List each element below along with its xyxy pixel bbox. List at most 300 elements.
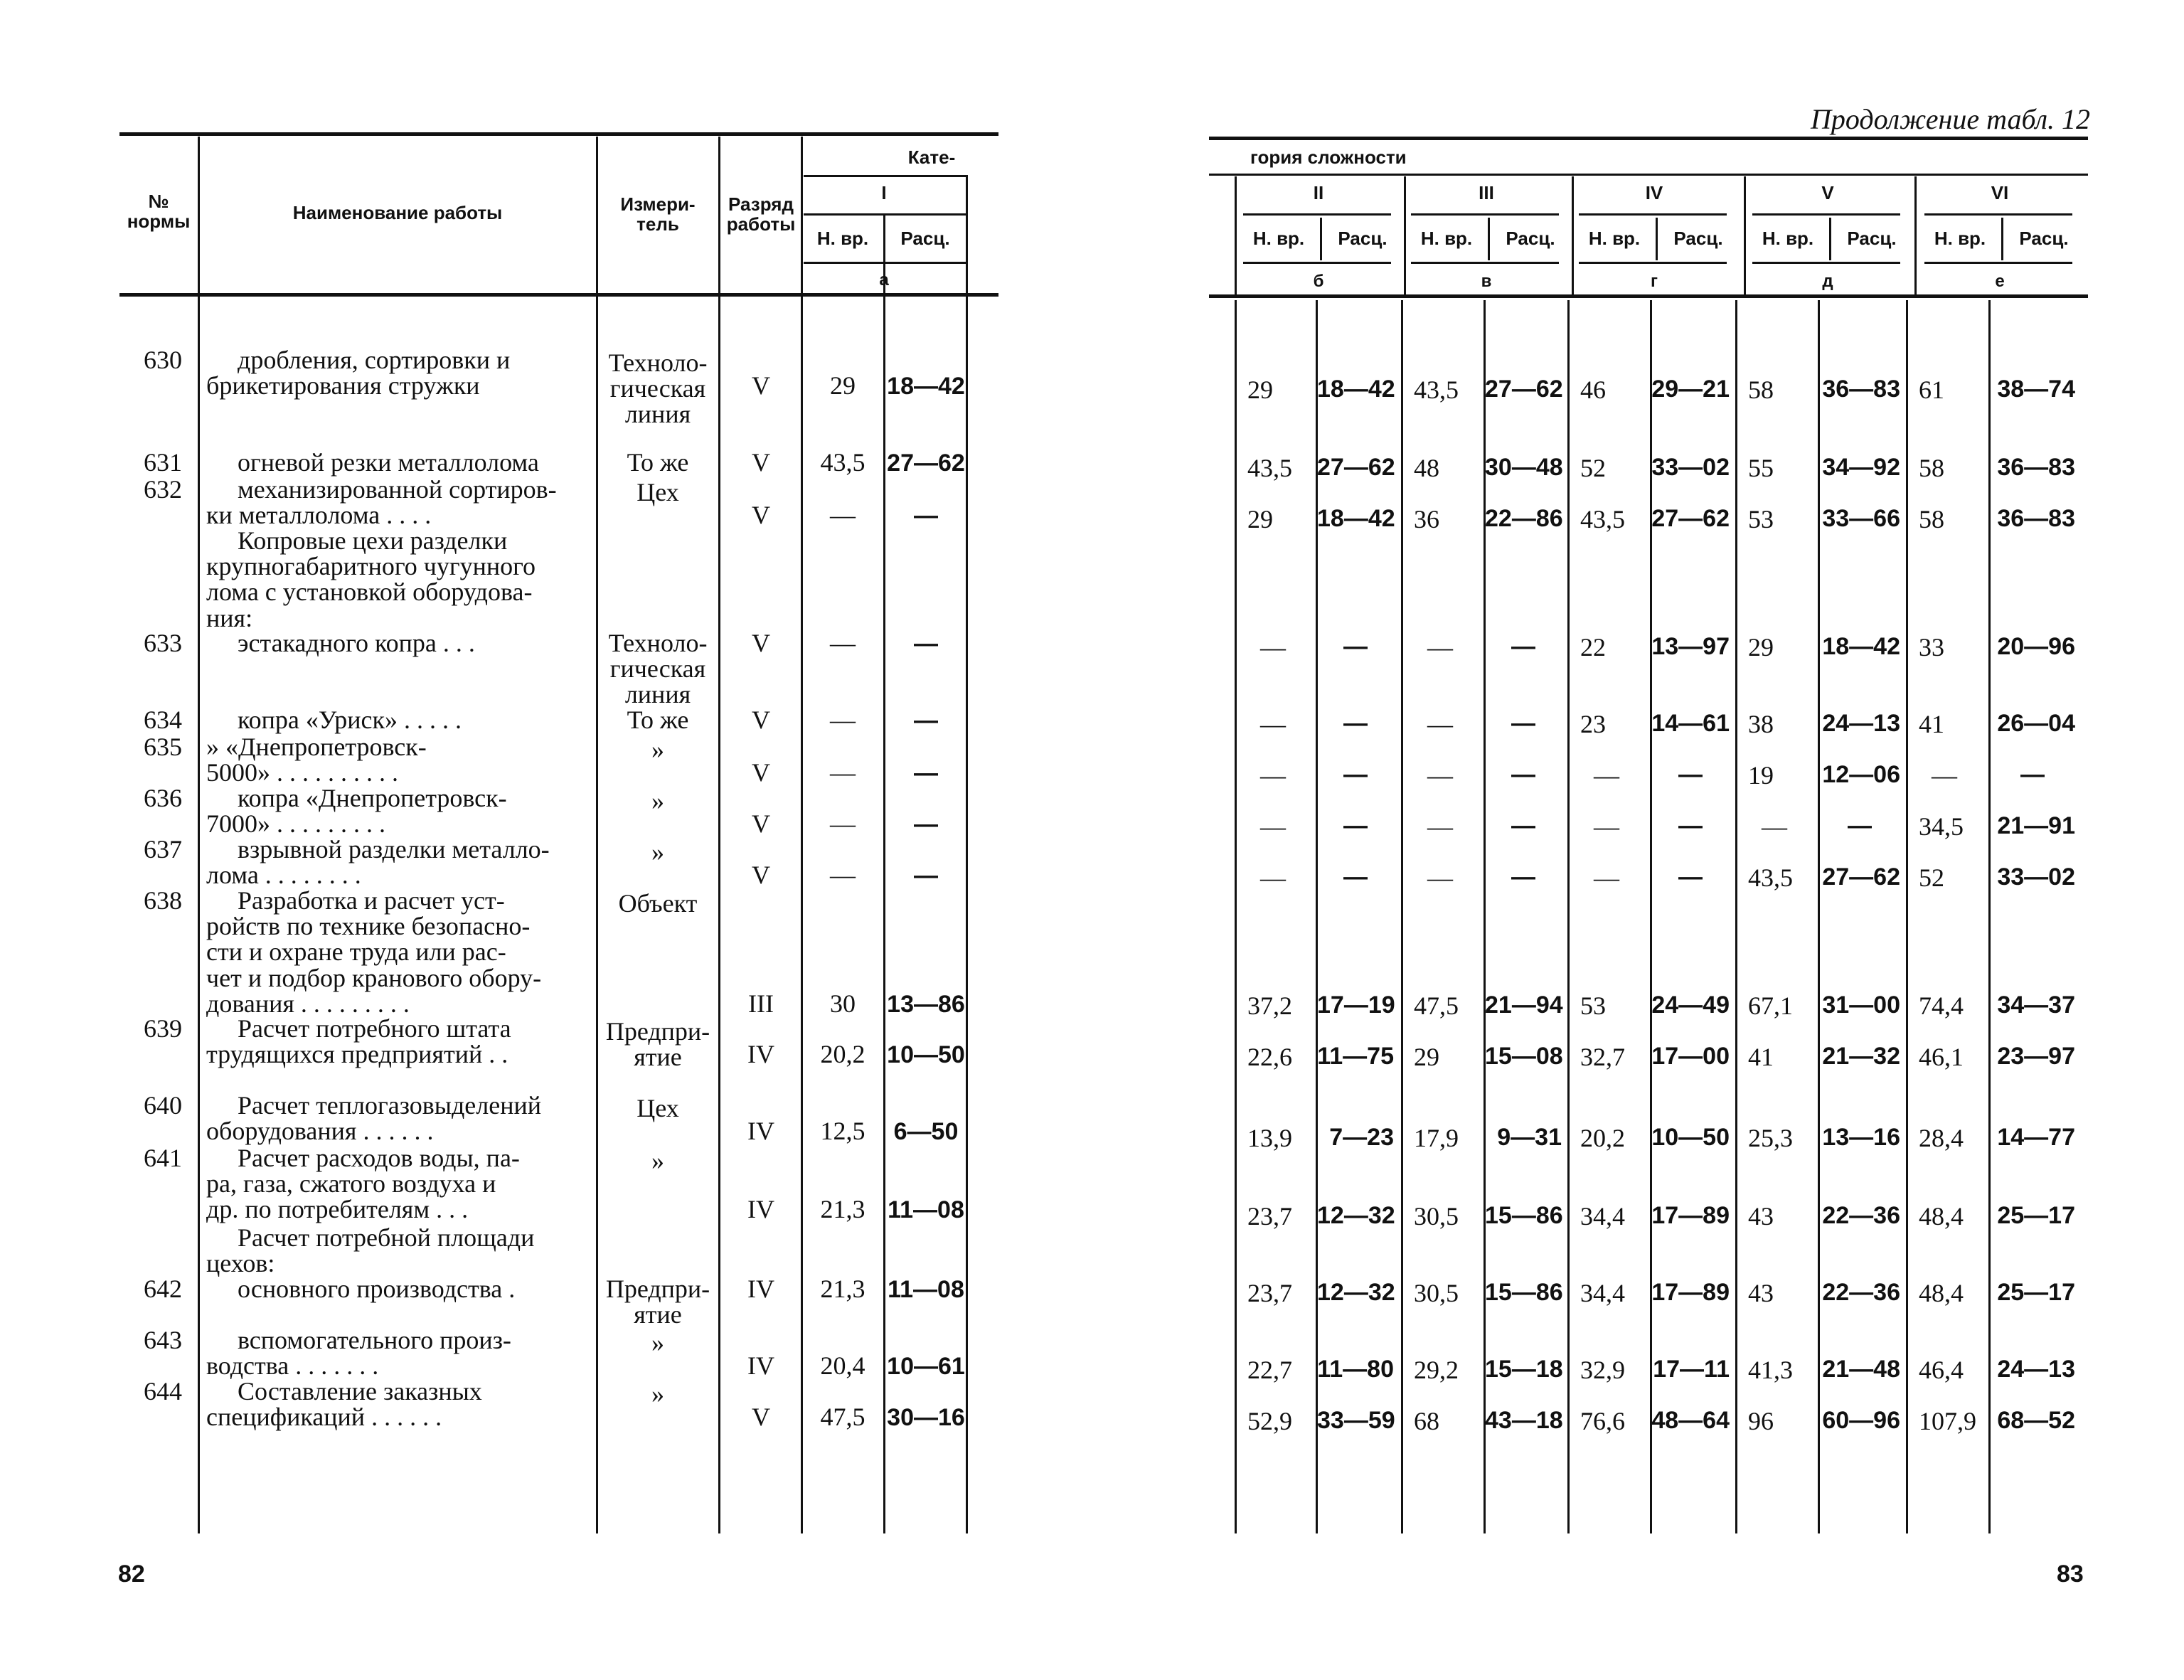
- rasc-value: 10—50: [887, 1041, 965, 1069]
- page-number-left: 82: [118, 1561, 145, 1588]
- rasc-value: 24—13: [1822, 710, 1900, 737]
- nvr-value: 52: [1919, 863, 1944, 892]
- nvr-value: 37,2: [1247, 991, 1292, 1020]
- nvr-value: —: [1260, 812, 1286, 841]
- column-divider: [1572, 176, 1574, 294]
- column-divider: [1404, 176, 1406, 294]
- rasc-value: 30—48: [1485, 454, 1563, 481]
- header-nvr: Н. вр.: [1420, 228, 1473, 249]
- rasc-value: —: [914, 502, 938, 530]
- header-nvr: Н. вр.: [816, 228, 869, 249]
- category-roman: III: [1479, 182, 1494, 203]
- subcolumn-divider: [2001, 218, 2003, 260]
- category-roman: VI: [1991, 182, 2009, 203]
- grade-value: V: [752, 706, 770, 734]
- work-name-line: ройств по технике безопасно-: [206, 912, 531, 941]
- nvr-value: 19: [1748, 761, 1774, 790]
- rasc-value: 17—19: [1317, 991, 1395, 1019]
- rasc-value: 38—74: [1997, 376, 2075, 403]
- nvr-value: 68: [1414, 1407, 1439, 1435]
- unit-line: Предпри-: [605, 1275, 710, 1303]
- nvr-value: 34,4: [1580, 1202, 1625, 1230]
- unit-line: То же: [627, 706, 689, 734]
- category-letter: в: [1481, 272, 1492, 291]
- work-name-line: копра «Днепропетровск-: [238, 784, 507, 812]
- unit-line: Цех: [636, 1094, 679, 1122]
- rasc-value: 21—91: [1997, 812, 2075, 839]
- nvr-value: —: [1594, 761, 1619, 790]
- rasc-value: 7—23: [1329, 1124, 1394, 1151]
- nvr-value: —: [1427, 761, 1453, 790]
- work-name-line: цехов:: [206, 1249, 275, 1278]
- nvr-value: 74,4: [1919, 991, 1964, 1020]
- rasc-value: 21—32: [1822, 1043, 1900, 1070]
- rasc-value: 13—86: [887, 990, 965, 1018]
- column-divider: [1988, 300, 1991, 1533]
- rasc-value: —: [1343, 761, 1368, 788]
- header-rasc: Расц.: [2019, 228, 2069, 249]
- work-name-line: лома с установкой оборудова-: [206, 578, 533, 607]
- subcolumn-divider: [1488, 218, 1490, 260]
- rasc-value: —: [1678, 863, 1703, 890]
- work-name-line: 5000» . . . . . . . . . .: [206, 758, 398, 787]
- rasc-value: 27—62: [1485, 376, 1563, 403]
- nvr-value: —: [830, 861, 856, 890]
- nvr-value: 46,4: [1919, 1356, 1964, 1384]
- norm-number: 639: [144, 1014, 182, 1043]
- work-name-line: сти и охране труда или рас-: [206, 937, 506, 967]
- rasc-value: 18—42: [1317, 376, 1395, 403]
- rasc-value: 11—75: [1317, 1043, 1394, 1070]
- nvr-value: 58: [1919, 454, 1944, 482]
- header-rasc: Расц.: [1506, 228, 1555, 249]
- nvr-value: 22: [1580, 633, 1606, 661]
- nvr-value: 61: [1919, 376, 1944, 404]
- work-name-line: др. по потребителям . . .: [206, 1195, 469, 1224]
- column-divider: [1744, 176, 1746, 294]
- rasc-value: 21—94: [1485, 991, 1563, 1019]
- header-nvr: Н. вр.: [1252, 228, 1305, 249]
- rasc-value: —: [1848, 812, 1872, 839]
- norm-number: 633: [144, 629, 182, 657]
- norm-number: 631: [144, 448, 182, 477]
- nvr-value: 41,3: [1748, 1356, 1793, 1384]
- nvr-value: 21,3: [820, 1195, 865, 1224]
- grade-value: V: [752, 501, 770, 530]
- column-divider: [1735, 300, 1737, 1533]
- column-divider: [1235, 300, 1237, 1533]
- work-name-line: Расчет потребной площади: [238, 1223, 535, 1252]
- rasc-value: —: [1678, 812, 1703, 839]
- rasc-value: 14—77: [1997, 1124, 2075, 1151]
- category-rule: [1924, 262, 2072, 264]
- nvr-value: 12,5: [820, 1117, 865, 1146]
- nvr-value: 23,7: [1247, 1279, 1292, 1307]
- rasc-value: 34—37: [1997, 991, 2075, 1019]
- work-name-line: » «Днепропетровск-: [206, 733, 427, 761]
- rasc-value: 36—83: [1822, 376, 1900, 403]
- rasc-value: 18—42: [1822, 633, 1900, 660]
- header-rasc: Расц.: [1673, 228, 1723, 249]
- nvr-value: 32,7: [1580, 1043, 1625, 1071]
- nvr-value: 34,5: [1919, 812, 1964, 841]
- subcolumn-divider: [1829, 218, 1831, 260]
- table-top-rule: [1209, 137, 2088, 140]
- rasc-value: 13—97: [1651, 633, 1730, 660]
- nvr-value: 38: [1748, 710, 1774, 738]
- nvr-value: —: [830, 706, 856, 734]
- rasc-value: 6—50: [893, 1118, 959, 1146]
- unit-line: Объект: [618, 889, 698, 918]
- header-nvr: Н. вр.: [1934, 228, 1986, 249]
- rasc-value: 11—08: [888, 1196, 964, 1224]
- rasc-value: —: [1511, 812, 1535, 839]
- work-name-line: огневой резки металлолома: [238, 448, 539, 477]
- category-letter: е: [1995, 272, 2005, 291]
- work-name-line: ра, газа, сжатого воздуха и: [206, 1169, 496, 1198]
- nvr-value: 36: [1414, 505, 1439, 533]
- nvr-value: —: [1260, 761, 1286, 790]
- norm-number: 637: [144, 835, 182, 863]
- work-name-line: брикетирования стружки: [206, 371, 480, 400]
- rasc-value: 17—11: [1653, 1356, 1730, 1383]
- work-name-line: эстакадного копра . . .: [238, 629, 475, 657]
- category-rule: [1579, 262, 1727, 264]
- norm-number: 630: [144, 346, 182, 374]
- rasc-value: 25—17: [1997, 1279, 2075, 1306]
- nvr-value: —: [1260, 633, 1286, 661]
- nvr-value: 76,6: [1580, 1407, 1625, 1435]
- nvr-value: 41: [1748, 1043, 1774, 1071]
- work-name-line: ки металлолома . . . .: [206, 501, 432, 530]
- rasc-value: 36—83: [1997, 505, 2075, 532]
- header-bottom-rule: [119, 293, 998, 297]
- rasc-value: —: [914, 760, 938, 787]
- category-roman: V: [1821, 182, 1834, 203]
- rasc-value: 27—62: [1651, 505, 1730, 532]
- rasc-value: 33—66: [1822, 505, 1900, 532]
- grade-value: IV: [747, 1351, 774, 1381]
- work-name-line: вспомогательного произ-: [238, 1326, 511, 1354]
- rasc-value: 26—04: [1997, 710, 2075, 737]
- work-name-line: трудящихся предприятий . .: [206, 1040, 508, 1069]
- rasc-value: 36—83: [1997, 454, 2075, 481]
- norm-number: 636: [144, 784, 182, 812]
- nvr-value: 96: [1748, 1407, 1774, 1435]
- header-name: Наименование работы: [292, 202, 503, 223]
- rasc-value: 30—16: [887, 1404, 965, 1432]
- rasc-value: —: [1678, 761, 1703, 788]
- category-rule: [1752, 262, 1900, 264]
- rasc-value: 22—36: [1822, 1202, 1900, 1229]
- norm-number: 632: [144, 475, 182, 504]
- header-rasc: Расц.: [1338, 228, 1387, 249]
- grade-value: IV: [747, 1117, 774, 1146]
- nvr-value: —: [1427, 710, 1453, 738]
- rasc-value: —: [914, 630, 938, 657]
- nvr-value: 20,2: [820, 1040, 865, 1069]
- subcolumn-divider: [1656, 218, 1658, 260]
- nvr-value: 48,4: [1919, 1202, 1964, 1230]
- category-rule: [1243, 262, 1391, 264]
- grade-value: V: [752, 809, 770, 839]
- nvr-value: 53: [1748, 505, 1774, 533]
- work-name-line: чет и подбор кранового обору-: [206, 963, 542, 992]
- rasc-value: 34—92: [1822, 454, 1900, 481]
- nvr-value: —: [1594, 812, 1619, 841]
- work-name-line: дробления, сортировки и: [238, 346, 511, 374]
- norm-number: 635: [144, 733, 182, 761]
- nvr-value: —: [1594, 863, 1619, 892]
- category-rule: [1209, 174, 2088, 176]
- nvr-value: 43,5: [820, 448, 865, 477]
- rasc-value: 33—02: [1997, 863, 2075, 890]
- category-rule: [1411, 262, 1559, 264]
- nvr-value: 53: [1580, 991, 1606, 1020]
- column-divider: [1235, 176, 1237, 294]
- rasc-value: 15—86: [1485, 1202, 1563, 1229]
- rasc-value: 12—32: [1317, 1279, 1395, 1306]
- nvr-value: 30,5: [1414, 1202, 1459, 1230]
- nvr-value: —: [1762, 812, 1787, 841]
- nvr-value: 29: [830, 371, 856, 400]
- unit-line: гическая: [609, 654, 706, 684]
- category-roman: II: [1313, 182, 1324, 203]
- nvr-value: 20,2: [1580, 1124, 1625, 1152]
- column-divider: [1650, 300, 1652, 1533]
- nvr-value: 30: [830, 989, 856, 1018]
- header-nvr: Н. вр.: [1588, 228, 1641, 249]
- unit-line: »: [651, 1329, 664, 1357]
- rasc-value: —: [1343, 812, 1368, 839]
- rasc-value: 24—49: [1651, 991, 1730, 1019]
- rasc-value: 17—89: [1651, 1279, 1730, 1306]
- grade-value: V: [752, 861, 770, 890]
- nvr-value: —: [1427, 812, 1453, 841]
- unit-line: »: [651, 1380, 664, 1408]
- unit-line: гическая: [609, 374, 706, 403]
- rasc-value: 25—17: [1997, 1202, 2075, 1229]
- grade-value: III: [748, 989, 774, 1018]
- column-divider: [1914, 176, 1917, 294]
- category-rule: [1579, 213, 1727, 216]
- category-rule: [804, 213, 967, 216]
- rasc-value: 11—80: [1317, 1356, 1394, 1383]
- nvr-value: 29: [1748, 633, 1774, 661]
- grade-value: V: [752, 448, 770, 477]
- nvr-value: 28,4: [1919, 1124, 1964, 1152]
- category-rule: [804, 262, 967, 264]
- norm-number: 641: [144, 1144, 182, 1172]
- rasc-value: 12—32: [1317, 1202, 1395, 1229]
- rasc-value: 22—86: [1485, 505, 1563, 532]
- rasc-value: 15—86: [1485, 1279, 1563, 1306]
- table-caption: Продолжение табл. 12: [1811, 103, 2091, 135]
- nvr-value: 43,5: [1247, 454, 1292, 482]
- rasc-value: —: [914, 862, 938, 890]
- nvr-value: 13,9: [1247, 1124, 1292, 1152]
- category-letter: б: [1313, 272, 1324, 291]
- nvr-value: 29,2: [1414, 1356, 1459, 1384]
- norm-number: 643: [144, 1326, 182, 1354]
- rasc-value: —: [2020, 761, 2045, 788]
- rasc-value: 31—00: [1822, 991, 1900, 1019]
- header-unit-2: тель: [636, 213, 679, 235]
- rasc-value: 15—18: [1485, 1356, 1563, 1383]
- work-name-line: ния:: [206, 603, 253, 632]
- rasc-value: —: [1343, 710, 1368, 737]
- rasc-value: —: [1343, 863, 1368, 890]
- nvr-value: 29: [1414, 1043, 1439, 1071]
- rasc-value: 23—97: [1997, 1043, 2075, 1070]
- grade-value: V: [752, 629, 770, 657]
- rasc-value: —: [1343, 633, 1368, 660]
- unit-line: »: [651, 787, 664, 815]
- header-nvr: Н. вр.: [1762, 228, 1814, 249]
- nvr-value: 46: [1580, 376, 1606, 404]
- rasc-value: —: [1511, 633, 1535, 660]
- rasc-value: 9—31: [1497, 1124, 1562, 1151]
- rasc-value: —: [1511, 863, 1535, 890]
- column-divider: [1906, 300, 1908, 1533]
- header-grade-1: Разряд: [728, 193, 794, 215]
- work-name-line: спецификаций . . . . . .: [206, 1403, 442, 1432]
- rasc-value: 21—48: [1822, 1356, 1900, 1383]
- unit-line: »: [651, 735, 664, 764]
- rasc-value: 68—52: [1997, 1407, 2075, 1434]
- work-name-line: оборудования . . . . . .: [206, 1117, 434, 1146]
- nvr-value: 17,9: [1414, 1124, 1459, 1152]
- rasc-value: 33—02: [1651, 454, 1730, 481]
- grade-value: V: [752, 1403, 770, 1432]
- rasc-value: 27—62: [1317, 454, 1395, 481]
- rasc-value: 17—89: [1651, 1202, 1730, 1229]
- work-name-line: механизированной сортиров-: [238, 475, 557, 504]
- grade-value: V: [752, 758, 770, 787]
- nvr-value: 52: [1580, 454, 1606, 482]
- rasc-value: 27—62: [1822, 863, 1900, 890]
- work-name-line: Расчет расходов воды, па-: [238, 1144, 520, 1172]
- category-letter: д: [1822, 272, 1833, 291]
- work-name-line: копра «Уриск» . . . . .: [238, 706, 462, 734]
- rasc-value: 10—50: [1651, 1124, 1730, 1151]
- nvr-value: 43,5: [1414, 376, 1459, 404]
- unit-line: ятие: [634, 1043, 682, 1072]
- nvr-value: —: [830, 809, 856, 839]
- rasc-value: 15—08: [1485, 1043, 1563, 1070]
- rasc-value: 29—21: [1651, 376, 1730, 403]
- nvr-value: 43: [1748, 1202, 1774, 1230]
- norm-number: 638: [144, 886, 182, 915]
- rasc-value: —: [914, 811, 938, 839]
- header-bottom-rule: [1209, 294, 2088, 298]
- column-divider: [1567, 300, 1570, 1533]
- grade-value: IV: [747, 1275, 774, 1303]
- header-cat-letter: а: [879, 270, 889, 289]
- rasc-value: 18—42: [887, 373, 965, 400]
- unit-line: Техноло-: [608, 629, 708, 657]
- nvr-value: 48: [1414, 454, 1439, 482]
- unit-line: »: [651, 1147, 664, 1175]
- nvr-value: 23,7: [1247, 1202, 1292, 1230]
- header-category-top: Кате-: [907, 147, 956, 168]
- rasc-value: 33—59: [1317, 1407, 1395, 1434]
- nvr-value: —: [1932, 761, 1957, 790]
- unit-line: »: [651, 838, 664, 866]
- work-name-line: Расчет теплогазовыделений: [238, 1091, 541, 1120]
- nvr-value: 30,5: [1414, 1279, 1459, 1307]
- nvr-value: —: [1427, 863, 1453, 892]
- grade-value: IV: [747, 1040, 774, 1069]
- nvr-value: 46,1: [1919, 1043, 1964, 1071]
- nvr-value: 32,9: [1580, 1356, 1625, 1384]
- column-divider: [1483, 300, 1486, 1533]
- header-rasc: Расц.: [900, 228, 950, 249]
- category-rule: [1411, 213, 1559, 216]
- category-rule: [1243, 213, 1391, 216]
- unit-line: То же: [627, 448, 689, 477]
- category-rule: [804, 175, 967, 177]
- rasc-value: 48—64: [1651, 1407, 1730, 1434]
- nvr-value: 58: [1919, 505, 1944, 533]
- rasc-value: 10—61: [887, 1353, 965, 1381]
- work-name-line: Копровые цехи разделки: [238, 526, 508, 555]
- grade-value: IV: [747, 1195, 774, 1224]
- rasc-value: —: [914, 707, 938, 734]
- rasc-value: 27—62: [887, 450, 965, 477]
- header-rasc: Расц.: [1847, 228, 1897, 249]
- work-name-line: Расчет потребного штата: [238, 1014, 511, 1043]
- work-name-line: взрывной разделки металло-: [238, 835, 550, 863]
- unit-line: Предпри-: [605, 1017, 710, 1046]
- nvr-value: 43,5: [1748, 863, 1793, 892]
- nvr-value: 67,1: [1748, 991, 1793, 1020]
- nvr-value: —: [1260, 863, 1286, 892]
- rasc-value: 12—06: [1822, 761, 1900, 788]
- work-name-line: водства . . . . . . .: [206, 1351, 379, 1381]
- nvr-value: 48,4: [1919, 1279, 1964, 1307]
- unit-line: линия: [624, 400, 691, 429]
- unit-line: ятие: [634, 1300, 682, 1329]
- category-rule: [1924, 213, 2072, 216]
- header-unit-1: Измери-: [620, 193, 696, 215]
- nvr-value: 34,4: [1580, 1279, 1625, 1307]
- rasc-value: —: [1511, 710, 1535, 737]
- header-grade-2: работы: [726, 213, 796, 235]
- rasc-value: 60—96: [1822, 1407, 1900, 1434]
- nvr-value: 47,5: [1414, 991, 1459, 1020]
- nvr-value: —: [1260, 710, 1286, 738]
- category-letter: г: [1651, 272, 1658, 291]
- page-number-right: 83: [2057, 1561, 2084, 1588]
- nvr-value: 29: [1247, 376, 1273, 404]
- column-divider: [1401, 300, 1403, 1533]
- work-name-line: основного производства .: [238, 1275, 516, 1303]
- nvr-value: 43: [1748, 1279, 1774, 1307]
- nvr-value: 33: [1919, 633, 1944, 661]
- nvr-value: —: [830, 758, 856, 787]
- header-category-bottom: гория сложности: [1250, 147, 1407, 168]
- unit-line: Цех: [636, 478, 679, 506]
- norm-number: 640: [144, 1091, 182, 1120]
- rasc-value: 20—96: [1997, 633, 2075, 660]
- rasc-value: 43—18: [1485, 1407, 1563, 1434]
- nvr-value: 23: [1580, 710, 1606, 738]
- header-cat-I: I: [881, 182, 887, 203]
- work-name-line: лома . . . . . . . .: [206, 861, 361, 890]
- work-name-line: Составление заказных: [238, 1377, 482, 1405]
- nvr-value: 43,5: [1580, 505, 1625, 533]
